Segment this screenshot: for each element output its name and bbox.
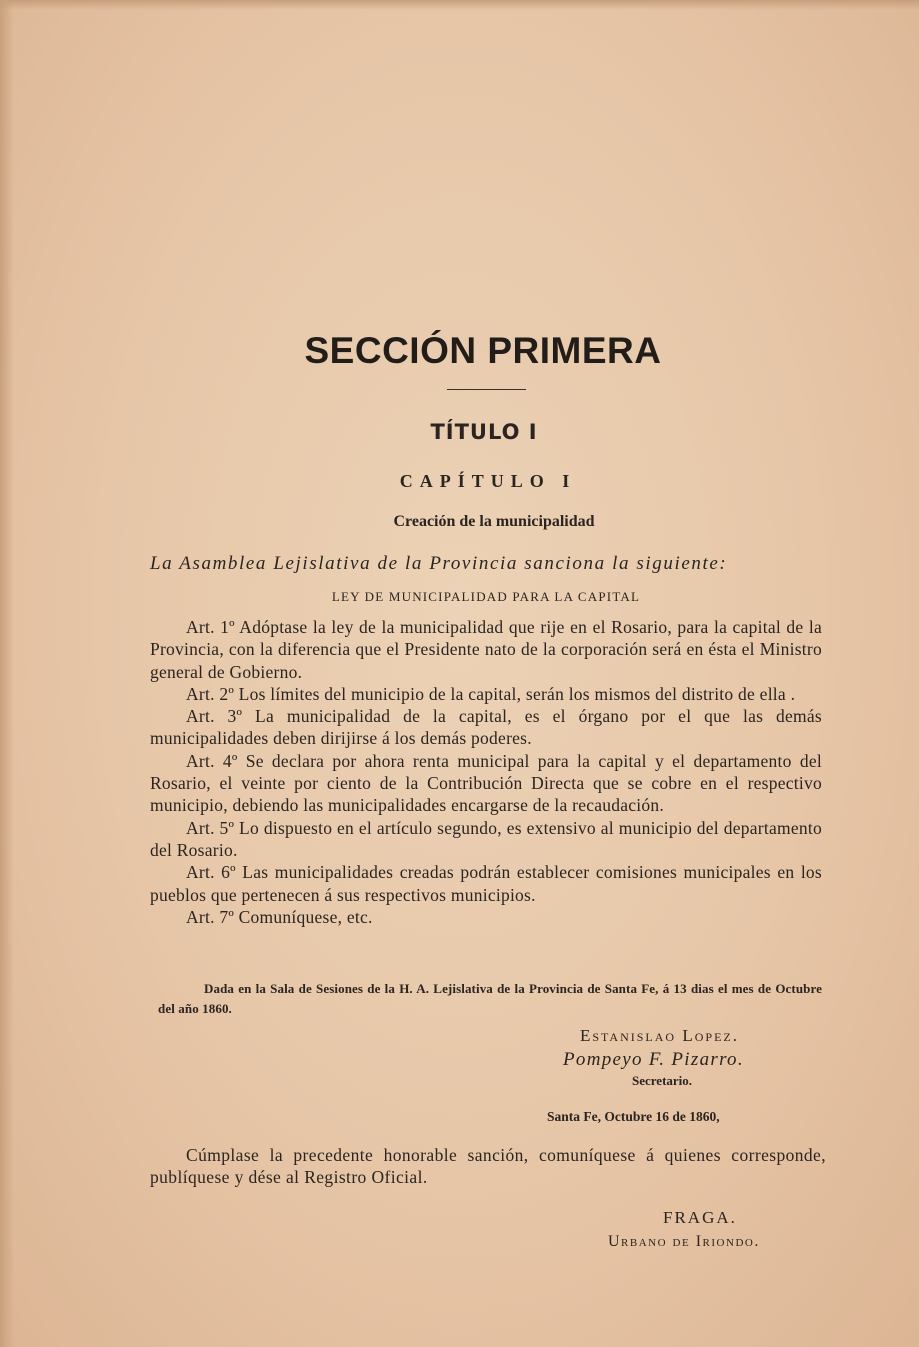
article-7: Art. 7º Comuníquese, etc. bbox=[186, 906, 373, 927]
title-divider bbox=[447, 389, 526, 390]
page-edge-shadow-left bbox=[0, 0, 14, 1347]
signature-governor: FRAGA. bbox=[663, 1208, 737, 1227]
article-6: Art. 6º Las municipalidades creadas podrán establecer comisiones municipales en los pueblos que pertenecen á sus respectivos municipios. bbox=[150, 862, 822, 905]
chapter-subtitle: Creación de la municipalidad bbox=[393, 513, 595, 530]
preamble: La Asamblea Lejislativa de la Provincia sanciona la siguiente: bbox=[150, 553, 728, 574]
titulo-heading: TÍTULO I bbox=[430, 420, 538, 444]
place-date: Santa Fe, Octubre 16 de 1860, bbox=[547, 1109, 720, 1124]
capitulo-heading: CAPÍTULO I bbox=[399, 471, 577, 491]
article-1: Art. 1º Adóptase la ley de la municipalidad que rije en el Rosario, para la capital de la Provincia, con la diferencia que el Presidente nato de la corporación será en ésta el Ministro general de Gobierno. bbox=[150, 617, 822, 682]
secretary-title: Secretario. bbox=[632, 1073, 693, 1088]
articles bbox=[150, 616, 822, 928]
section-title: SECCIÓN PRIMERA bbox=[304, 330, 662, 371]
law-title: LEY DE MUNICIPALIDAD PARA LA CAPITAL bbox=[331, 589, 641, 604]
signature-minister: Urbano de Iriondo. bbox=[608, 1233, 760, 1250]
enactment-note: Dada en la Sala de Sesiones de la H. A. Lejislativa de la Provincia de Santa Fe, á 13 dias el mes de Octubre del año 1860. bbox=[158, 981, 822, 1016]
article-2: Art. 2º Los límites del municipio de la capital, serán los mismos del distrito de ella . bbox=[186, 683, 796, 704]
article-5: Art. 5º Lo dispuesto en el artículo segundo, es extensivo al municipio del departamento del Rosario. bbox=[150, 817, 822, 860]
page-edge-shadow-top bbox=[0, 0, 919, 10]
signature-president: Estanislao Lopez. bbox=[580, 1026, 739, 1045]
article-4: Art. 4º Se declara por ahora renta municipal para la capital y el departamento del Rosario, el veinte por ciento de la Contribución Directa que se cobre en el respectivo municipio, debiendo las municipalidades encargarse de la recaudación. bbox=[150, 750, 822, 816]
signature-secretary: Pompeyo F. Pizarro. bbox=[563, 1049, 744, 1070]
article-3: Art. 3º La municipalidad de la capital, es el órgano por el que las demás municipalidades deben dirijirse á los demás poderes. bbox=[150, 706, 822, 749]
promulgation-text: Cúmplase la precedente honorable sanción, comuníquese á quienes corresponde, publíquese y dése al Registro Oficial. bbox=[150, 1145, 826, 1188]
